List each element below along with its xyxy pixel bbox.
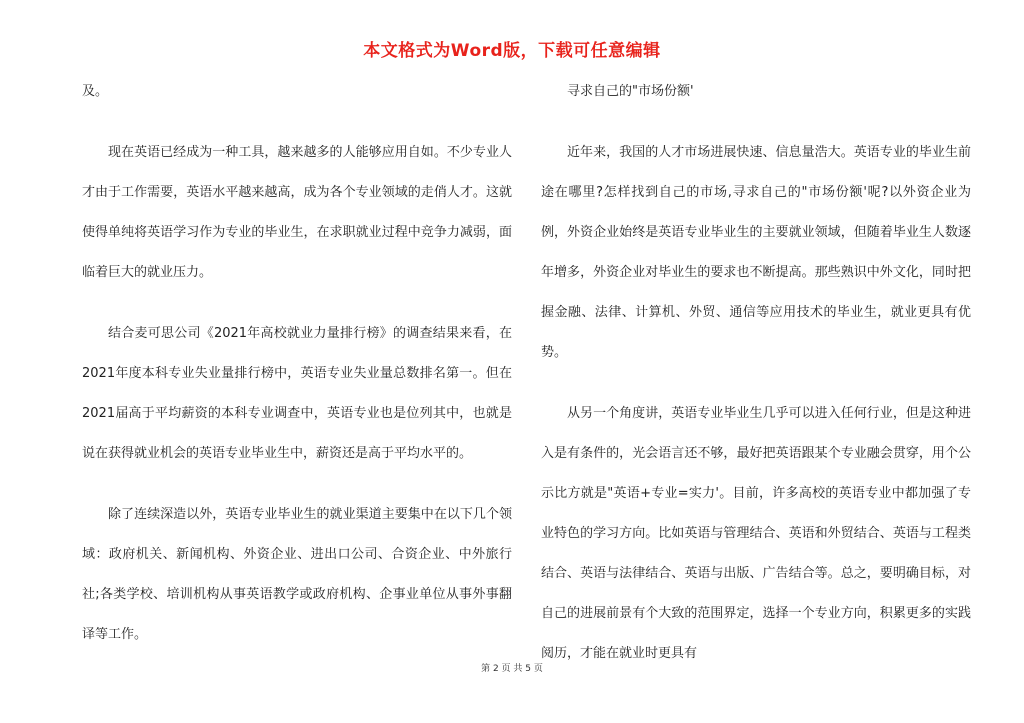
- right-column: [541, 72, 971, 695]
- left-paragraph-2: 现在英语已经成为一种工具，越来越多的人能够应用自如。不少专业人才由于工作需要，英语水平越来越高，成为各个专业领域的走俏人才。这就使得单纯将英语学习作为专业的毕业生，在求职就业过程中竞争力减弱，面临着巨大的就业压力。: [82, 145, 512, 280]
- left-paragraph-3: 结合麦可思公司《2021年高校就业力量排行榜》的调查结果来看，在2021年度本科专业失业量排行榜中，英语专业失业量总数排名第一。但在2021届高于平均薪资的本科专业调查中，英语专业也是位列其中，也就是说在获得就业机会的英语专业毕业生中，薪资还是高于平均水平的。: [82, 326, 512, 461]
- left-paragraph-1: 及。: [82, 84, 109, 99]
- page-number: 第 2 页 共 5 页: [481, 664, 543, 674]
- right-paragraph-3: 从另一个角度讲，英语专业毕业生几乎可以进入任何行业，但是这种进入是有条件的，光会语言还不够，最好把英语跟某个专业融会贯穿，用个公示比方就是"英语+专业=实力'。目前，许多高校的英语专业中都加强了专业特色的学习方向。比如英语与管理结合、英语和外贸结合、英语与工程类结合、英语与法律结合、英语与出版、广告结合等。总之，要明确目标，对自己的进展前景有个大致的范围界定，选择一个专业方向，积累更多的实践阅历，才能在就业时更具有: [541, 406, 971, 661]
- right-paragraph-1: 寻求自己的"市场份额': [567, 84, 694, 99]
- right-paragraph-2: 近年来，我国的人才市场进展快速、信息量浩大。英语专业的毕业生前途在哪里?怎样找到自己的市场,寻求自己的"市场份额'呢?以外资企业为例，外资企业始终是英语专业毕业生的主要就业领域，但随着毕业生人数逐年增多，外资企业对毕业生的要求也不断提高。那些熟识中外文化，同时把握金融、法律、计算机、外贸、通信等应用技术的毕业生，就业更具有优势。: [541, 145, 971, 360]
- left-column: [82, 72, 512, 676]
- left-paragraph-4: 除了连续深造以外，英语专业毕业生的就业渠道主要集中在以下几个领域：政府机关、新闻机构、外资企业、进出口公司、合资企业、中外旅行社;各类学校、培训机构从事英语教学或政府机构、企事业单位从事外事翻译等工作。: [82, 507, 512, 642]
- document-banner: 本文格式为Word版，下载可任意编辑: [363, 41, 661, 61]
